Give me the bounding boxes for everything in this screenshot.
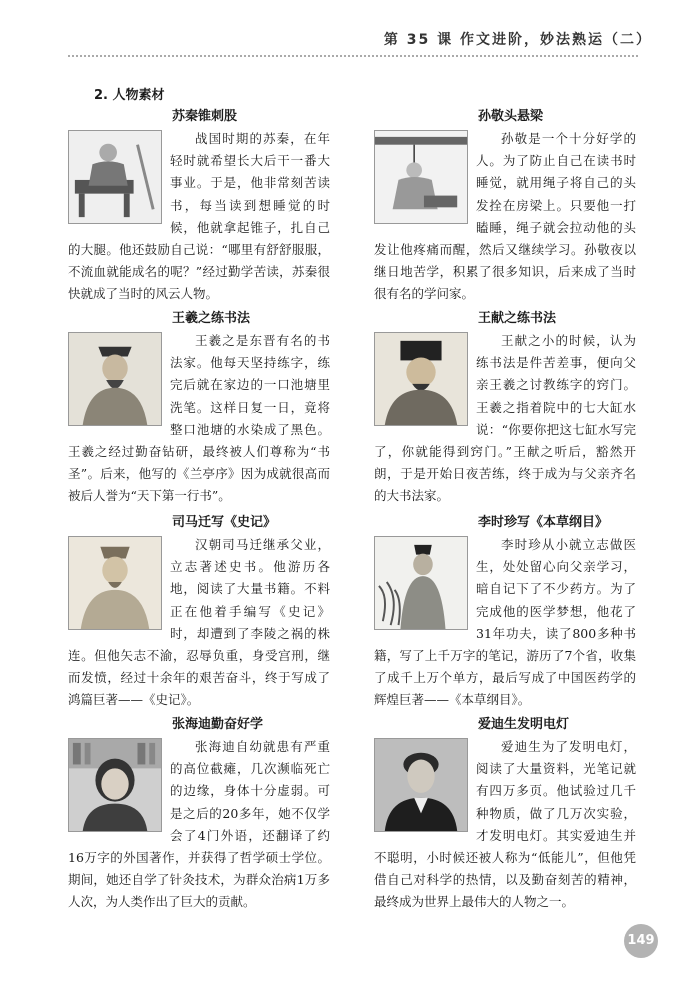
zhang-haidi-photo	[68, 738, 162, 832]
story-sima-qian	[68, 512, 330, 712]
sima-qian-portrait	[68, 536, 162, 630]
sun-jing-portrait	[374, 130, 468, 224]
story-title: 王羲之练书法	[172, 311, 251, 326]
story-body: 李时珍从小就立志做医生，处处留心向父亲学习，暗自记下了不少药方。为了完成他的医学梦想，他花了31年功夫，读了800多种书籍，写了上千万字的笔记，游历了7个省，收集了成千上万个单方，最后写成了中国医药学的辉煌巨著——《本草纲目》。	[374, 537, 636, 708]
li-shizhen-portrait	[374, 536, 468, 630]
lesson-header-title: 第 35 课 作文进阶，妙法熟运（二）	[383, 32, 652, 48]
story-body: 张海迪自幼就患有严重的高位截瘫，几次濒临死亡的边缘，身体十分虚弱。可是之后的20多年，她不仅学会了4门外语，还翻译了约16万字的外国著作，并获得了哲学硕士学位。期间，她还自学了针灸技术，为群众治病1万多人次，为人类作出了巨大的贡献。	[68, 739, 330, 910]
story-li-shizhen	[374, 512, 636, 712]
story-title: 苏秦锥刺股	[172, 109, 238, 124]
wang-xianzhi-portrait	[374, 332, 468, 426]
story-sun-jing	[374, 106, 636, 306]
story-title: 王献之练书法	[478, 311, 557, 326]
story-title: 爱迪生发明电灯	[478, 717, 570, 732]
story-title: 李时珍写《本草纲目》	[478, 515, 609, 530]
story-body: 战国时期的苏秦，在年轻时就希望长大后干一番大事业。于是，他非常刻苦读书，每当读到想睡觉的时候，他就拿起锥子，扎自己的大腿。他还鼓励自己说：“哪里有舒舒服服，不流血就能成名的呢？”经过勤学苦读，苏秦很快就成了当时的风云人物。	[68, 131, 330, 302]
story-body: 爱迪生为了发明电灯，阅读了大量资料，光笔记就有四万多页。他试验过几千种物质，做了几万次实验，才发明电灯。其实爱迪生并不聪明，小时候还被人称为“低能儿”，但他凭借自己对科学的热情，以及勤奋刻苦的精神，最终成为世界上最伟大的人物之一。	[374, 739, 636, 910]
section-title: 2. 人物素材	[94, 88, 165, 103]
story-zhang-haidi	[68, 714, 330, 914]
wang-xizhi-portrait	[68, 332, 162, 426]
story-wang-xianzhi	[374, 308, 636, 508]
su-qin-portrait	[68, 130, 162, 224]
story-title: 孙敬头悬梁	[478, 109, 544, 124]
story-body: 王羲之是东晋有名的书法家。他每天坚持练字，练完后就在家边的一口池塘里洗笔。这样日复一日，竟将整口池塘的水染成了黑色。王羲之经过勤奋钻研，最终被人们尊称为“书圣”。后来，他写的《兰亭序》因为成就很高而被后人誉为“天下第一行书”。	[68, 333, 330, 504]
story-wang-xizhi	[68, 308, 330, 508]
page-number-badge: 149	[624, 924, 658, 958]
edison-photo	[374, 738, 468, 832]
story-body: 汉朝司马迁继承父业，立志著述史书。他游历各地，阅读了大量书籍。不料正在他着手编写《史记》时，却遭到了李陵之祸的株连。但他矢志不渝，忍辱负重，身受宫刑，继而发愤，经过十余年的艰苦奋斗，终于写成了鸿篇巨著——《史记》。	[68, 537, 330, 708]
story-edison	[374, 714, 636, 914]
story-title: 张海迪勤奋好学	[172, 717, 264, 732]
story-body: 王献之小的时候，认为练书法是件苦差事，便向父亲王羲之讨教练字的窍门。王羲之指着院中的七大缸水说：“你要你把这七缸水写完了，你就能得到窍门。”王献之听后，豁然开朗，于是开始日夜苦练，终于成为与父亲齐名的大书法家。	[374, 333, 636, 504]
story-su-qin	[68, 106, 330, 306]
story-title: 司马迁写《史记》	[172, 515, 277, 530]
story-body: 孙敬是一个十分好学的人。为了防止自己在读书时睡觉，就用绳子将自己的头发拴在房梁上。只要他一打瞌睡，绳子就会拉动他的头发让他疼痛而醒，然后又继续学习。孙敬夜以继日地苦学，积累了很多知识，后来成了当时很有名的学问家。	[374, 131, 636, 302]
header-divider	[68, 55, 638, 57]
